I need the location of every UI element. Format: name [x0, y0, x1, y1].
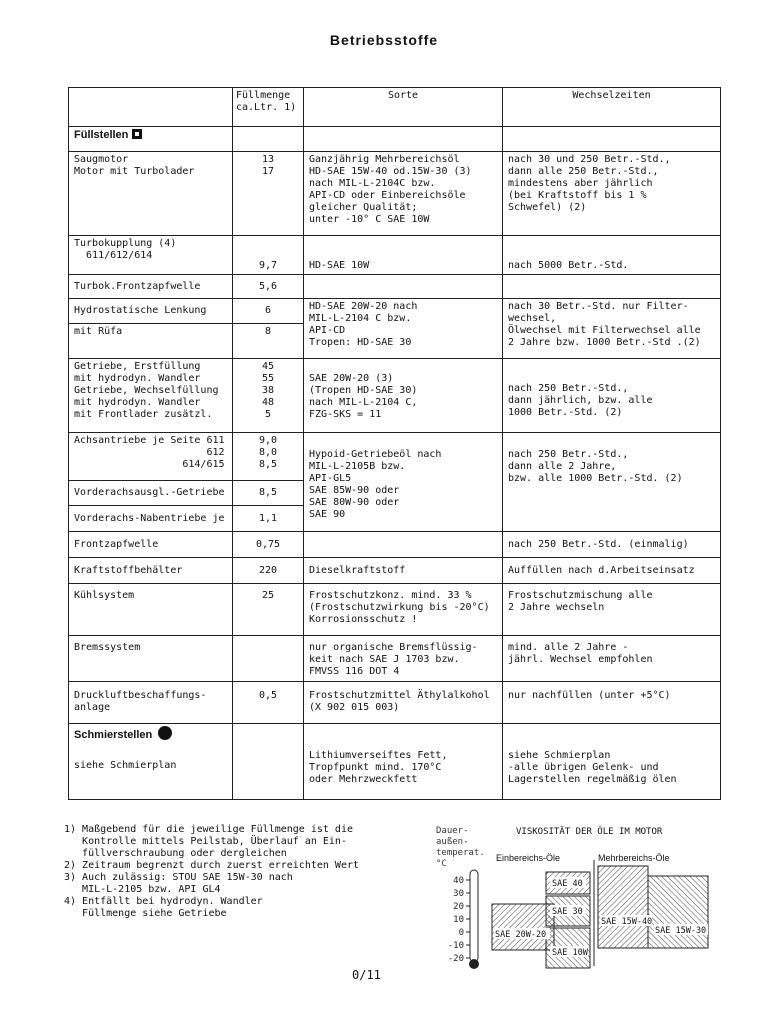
- tick-label: -10: [447, 941, 464, 951]
- row-type: Ganzjährig Mehrbereichsöl HD-SAE 15W-40 od.15W-30 (3) nach MIL-L-2104C bzw. API-CD oder Einbereichsöle gleicher Qualität; unter -10° C SAE 10W: [304, 152, 503, 236]
- row-quantity: 0,5: [233, 682, 304, 724]
- row-quantity: [233, 636, 304, 682]
- viscosity-chart-title: VISKOSITÄT DER ÖLE IM MOTOR: [516, 827, 663, 837]
- row-type: Frostschutzkonz. mind. 33 % (Frostschutzwirkung bis -20°C) Korrosionsschutz !: [304, 584, 503, 636]
- row-interval: siehe Schmierplan -alle übrigen Gelenk- und Lagerstellen regelmäßig ölen: [503, 724, 721, 800]
- row-type: Hypoid-Getriebeöl nach MIL-L-2105B bzw. API-GL5 SAE 85W-90 oder SAE 80W-90 oder SAE 90: [304, 433, 503, 532]
- row-type: HD-SAE 20W-20 nach MIL-L-2104 C bzw. API-CD Tropen: HD-SAE 30: [304, 299, 503, 359]
- row-quantity: 6: [233, 299, 304, 324]
- table-row: [69, 275, 721, 299]
- row-quantity: 1,1: [233, 506, 304, 532]
- row-quantity: 0,75: [233, 532, 304, 558]
- header-empty: [69, 88, 233, 127]
- row-interval: nach 30 und 250 Betr.-Std., dann alle 250 Betr.-Std., mindestens aber jährlich (bei Kraftstoff bis 1 % Schwefel) (2): [503, 152, 721, 236]
- label-sae-40: SAE 40: [552, 879, 583, 889]
- tick-label: 40: [453, 876, 464, 886]
- table-row: [69, 724, 721, 800]
- row-component: siehe Schmierplan: [74, 760, 177, 771]
- page-title: Betriebsstoffe: [329, 32, 439, 48]
- row-interval: nur nachfüllen (unter +5°C): [503, 682, 721, 724]
- row-component: Bremssystem: [69, 636, 233, 682]
- row-component: Kühlsystem: [69, 584, 233, 636]
- header-change-intervals: Wechselzeiten: [503, 88, 721, 127]
- tick-label: 20: [453, 902, 464, 912]
- label-sae-20w-20: SAE 20W-20: [495, 930, 547, 940]
- row-interval: nach 250 Betr.-Std., dann jährlich, bzw. alle 1000 Betr.-Std. (2): [503, 359, 721, 433]
- table-row: [69, 299, 721, 324]
- table-row: [69, 558, 721, 584]
- row-type: [304, 275, 503, 299]
- section-lubrication-points-label: Schmierstellen: [74, 729, 153, 741]
- header-fill-quantity: Füllmenge ca.Ltr. 1): [233, 88, 304, 127]
- viscosity-diagram: [430, 860, 720, 972]
- row-type: HD-SAE 10W: [304, 236, 503, 275]
- header-type: Sorte: [304, 88, 503, 127]
- table-row: [69, 532, 721, 558]
- row-component: Kraftstoffbehälter: [69, 558, 233, 584]
- single-grade-oils-label: Einbereichs-Öle: [496, 853, 561, 863]
- viscosity-axis-title: Dauer- außen- temperat. °C: [436, 826, 485, 869]
- row-component: Frontzapfwelle: [69, 532, 233, 558]
- row-quantity: 8,5: [233, 481, 304, 506]
- section-filling-points-label: Füllstellen: [74, 129, 129, 141]
- row-component: Achsantriebe je Seite 611 612 614/615: [69, 433, 233, 481]
- row-quantity: 8: [233, 324, 304, 359]
- row-quantity: 220: [233, 558, 304, 584]
- row-quantity: 9,0 8,0 8,5: [233, 433, 304, 481]
- row-interval: mind. alle 2 Jahre - jährl. Wechsel empfohlen: [503, 636, 721, 682]
- row-interval: nach 250 Betr.-Std. (einmalig): [503, 532, 721, 558]
- row-interval: [503, 275, 721, 299]
- row-quantity: 9,7: [233, 236, 304, 275]
- table-header-row: [69, 88, 721, 127]
- row-component: Vorderachs-Nabentriebe je: [69, 506, 233, 532]
- operating-fluids-table: [68, 87, 721, 800]
- page-number: 0/11: [352, 968, 381, 982]
- table-row: [69, 433, 721, 481]
- circle-symbol-icon: [158, 726, 172, 740]
- row-component: Turbokupplung (4) 611/612/614: [69, 236, 233, 275]
- tick-label: 0: [458, 928, 464, 938]
- row-type: nur organische Bremsflüssig- keit nach SAE J 1703 bzw. FMVSS 116 DOT 4: [304, 636, 503, 682]
- row-component: Turbok.Frontzapfwelle: [69, 275, 233, 299]
- row-component: Getriebe, Erstfüllung mit hydrodyn. Wandler Getriebe, Wechselfüllung mit hydrodyn. Wandler mit Frontlader zusätzl.: [69, 359, 233, 433]
- band-sae-20w-20: [492, 904, 554, 950]
- table-row: [69, 152, 721, 236]
- thermometer-bulb-icon: [469, 959, 479, 969]
- footnotes: 1) Maßgebend für die jeweilige Füllmenge ist die Kontrolle mittels Peilstab, Überlauf an Ein- füllverschraubung oder dergleichen 2) Zeitraum begrenzt durch zuerst erreichten Wert 3) Auch zulässig: STOU SAE 15W-30 nach MIL-L-2105 bzw. API GL4 4) Entfällt bei hydrodyn. Wandler Füllmenge siehe Getriebe: [64, 824, 360, 919]
- row-interval: nach 30 Betr.-Std. nur Filter- wechsel, Ölwechsel mit Filterwechsel alle 2 Jahre bzw. 1000 Betr.-Std .(2): [503, 299, 721, 359]
- row-type: Frostschutzmittel Äthylalkohol (X 902 015 003): [304, 682, 503, 724]
- label-sae-30: SAE 30: [552, 907, 583, 917]
- tick-label: 30: [453, 889, 464, 899]
- row-quantity: 45 55 38 48 5: [233, 359, 304, 433]
- row-type: Dieselkraftstoff: [304, 558, 503, 584]
- row-quantity: 13 17: [233, 152, 304, 236]
- row-quantity: 25: [233, 584, 304, 636]
- row-type: [304, 532, 503, 558]
- tick-label: -20: [447, 954, 464, 964]
- label-sae-15w-40: SAE 15W-40: [601, 917, 653, 927]
- table-row: [69, 359, 721, 433]
- row-interval: Frostschutzmischung alle 2 Jahre wechseln: [503, 584, 721, 636]
- tick-label: 10: [453, 915, 464, 925]
- row-component: Vorderachsausgl.-Getriebe: [69, 481, 233, 506]
- row-component: mit Rüfa: [69, 324, 233, 359]
- row-component: Druckluftbeschaffungs- anlage: [69, 682, 233, 724]
- row-type: SAE 20W-20 (3) (Tropen HD-SAE 30) nach MIL-L-2104 C, FZG-SKS = 11: [304, 359, 503, 433]
- band-sae-15w-30: [648, 876, 708, 948]
- table-row: [69, 236, 721, 275]
- multigrade-oils-label: Mehrbereichs-Öle: [598, 853, 670, 863]
- row-interval: nach 5000 Betr.-Std.: [503, 236, 721, 275]
- square-symbol-icon: [132, 129, 142, 139]
- row-type: Lithiumverseiftes Fett, Tropfpunkt mind. 170°C oder Mehrzweckfett: [304, 724, 503, 800]
- row-quantity: 5,6: [233, 275, 304, 299]
- table-row: [69, 636, 721, 682]
- row-component: Saugmotor Motor mit Turbolader: [69, 152, 233, 236]
- table-row: [69, 682, 721, 724]
- row-interval: Auffüllen nach d.Arbeitseinsatz: [503, 558, 721, 584]
- label-sae-10w: SAE 10W: [552, 948, 588, 958]
- band-sae-15w-40: [598, 866, 648, 948]
- section-row-filling-points: [69, 127, 721, 152]
- label-sae-15w-30: SAE 15W-30: [655, 926, 707, 936]
- thermometer-icon: [470, 870, 478, 962]
- row-interval: nach 250 Betr.-Std., dann alle 2 Jahre, bzw. alle 1000 Betr.-Std. (2): [503, 433, 721, 532]
- row-quantity: [233, 724, 304, 800]
- row-component: Hydrostatische Lenkung: [69, 299, 233, 324]
- table-row: [69, 584, 721, 636]
